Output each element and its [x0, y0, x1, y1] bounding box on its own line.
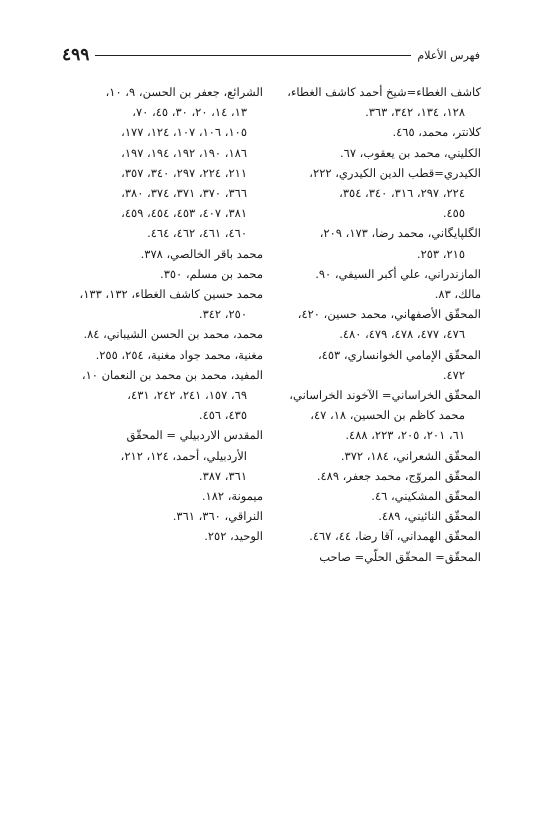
index-entry-heading: الكيدري=قطب الدين الكيدري، ٢٢٢، — [309, 165, 481, 180]
index-entry — [285, 486, 481, 506]
index-entry-continuation: الأردبيلي، أحمد، ١٢٤، ٢١٢، — [120, 448, 247, 463]
index-entry — [285, 82, 481, 122]
index-entry — [285, 163, 481, 224]
index-entry-heading: محمد بن مسلم، ٣٥٠. — [160, 266, 263, 281]
index-entry-continuation: ٦١، ٢٠١، ٢٠٥، ٢٢٣، ٤٨٨. — [345, 428, 465, 443]
index-entry-continuation: ٣٨١، ٤٠٧، ٤٥٣، ٤٥٤، ٤٥٩، — [121, 206, 247, 221]
index-entry — [285, 345, 481, 385]
index-entry-continuation: ٢١٥، ٢٥٣. — [416, 246, 465, 261]
index-entry-continuation: محمد كاظم بن الحسين، ١٨، ٤٧، — [310, 408, 465, 423]
index-entry — [285, 547, 481, 567]
index-entry-heading: ميمونة، ١٨٢. — [201, 489, 263, 504]
index-entry-heading: المحقّق= المحقّق الحلّي= صاحب — [319, 549, 481, 564]
index-entry — [285, 466, 481, 486]
index-entry-heading: المحقّق الإمامي الخوانساري، ٤٥٣، — [317, 347, 481, 362]
index-entry-continuation: ٣٦١، ٣٨٧. — [198, 468, 247, 483]
index-entry — [285, 122, 481, 142]
index-entry-continuation: ٤٥٥. — [442, 206, 465, 221]
index-entry-heading: المحقّق الخراساني= الآخوند الخراساني، — [289, 388, 481, 403]
index-entry-heading: المحقّق الشعراني، ١٨٤، ٣٧٢. — [340, 448, 481, 463]
index-entry-continuation: ٢٢٤، ٢٩٧، ٣١٦، ٣٤٠، ٣٥٤، — [339, 186, 465, 201]
index-entry — [65, 244, 263, 264]
index-entry-heading: محمد، محمد بن الحسن الشيباني، ٨٤. — [83, 327, 263, 342]
header-rule — [95, 55, 411, 56]
index-entry — [65, 82, 263, 244]
index-entry-heading: المحقّق النائيني، ٤٨٩. — [378, 509, 481, 524]
index-entry-heading: محمد حسين كاشف الغطاء، ١٣٢، ١٣٣، — [79, 287, 263, 302]
index-entry — [285, 385, 481, 446]
index-entry — [65, 365, 263, 426]
index-entry — [65, 425, 263, 486]
index-entry-heading: المحقّق الأصفهاني، محمد حسين، ٤٢٠، — [297, 307, 481, 322]
index-entry-heading: المفيد، محمد بن محمد بن النعمان ١٠، — [81, 367, 263, 382]
index-entry — [65, 264, 263, 284]
index-entry-heading: الوحيد، ٢٥٢. — [204, 529, 263, 544]
index-entry — [285, 446, 481, 466]
index-entry — [285, 264, 481, 284]
index-entry-heading: الشرائع، جعفر بن الحسن، ٩، ١٠، — [105, 85, 263, 99]
index-entry-continuation: ٦٩، ١٥٧، ٢٤١، ٢٤٢، ٤٣١، — [127, 388, 247, 403]
index-entry — [285, 526, 481, 546]
page-number: ٤٩٩ — [62, 45, 90, 65]
index-entry-heading: المقدس الاردبيلي = المحقّق — [126, 428, 263, 443]
index-entry — [65, 526, 263, 546]
index-entry-heading: المحقّق المروّج، محمد جعفر، ٤٨٩. — [316, 468, 481, 483]
index-entry-heading: الكليني، محمد بن يعقوب، ٦٧. — [340, 145, 481, 160]
index-entry-continuation: ٢٥٠، ٣٤٢. — [198, 307, 247, 322]
index-entry-heading: النراقي، ٣٦٠، ٣٦١. — [172, 509, 263, 524]
index-column-right — [285, 82, 481, 567]
index-entry-heading: كاشف الغطاء=شيخ أحمد كاشف الغطاء، — [287, 85, 481, 99]
index-entry-heading: مغنية، محمد جواد مغنية، ٢٥٤، ٢٥٥. — [95, 347, 263, 362]
index-entry-continuation: ٤٦٠، ٤٦١، ٤٦٢، ٤٦٤. — [147, 226, 247, 241]
index-entry — [285, 143, 481, 163]
index-entry-heading: المحقّق الهمداني، آقا رضا، ٤٤، ٤٦٧. — [309, 529, 481, 544]
running-title: فهرس الأعلام — [417, 48, 480, 62]
index-entry — [65, 345, 263, 365]
index-entry — [285, 223, 481, 263]
index-entry-heading: محمد باقر الخالصي، ٣٧٨. — [140, 246, 263, 261]
index-entry — [65, 324, 263, 344]
index-entry-continuation: ١٠٥، ١٠٦، ١٠٧، ١٢٤، ١٧٧، — [121, 125, 247, 140]
index-entry — [65, 284, 263, 324]
index-entry-heading: الگلپايگاني، محمد رضا، ١٧٣، ٢٠٩، — [319, 226, 481, 241]
index-entry-heading: المازندراني، علي أكبر السيفي، ٩٠. — [315, 266, 481, 281]
index-entry — [65, 486, 263, 506]
index-entry-continuation: ١٨٦، ١٩٠، ١٩٢، ١٩٤، ١٩٧، — [121, 145, 247, 160]
index-entry-heading: مالك، ٨٣. — [434, 287, 481, 302]
index-entry-continuation: ٢١١، ٢٢٤، ٢٩٧، ٣٤٠، ٣٥٧، — [121, 165, 247, 180]
index-entry-continuation: ٤٧٢. — [442, 367, 465, 382]
index-entry-continuation: ٣٦٦، ٣٧٠، ٣٧١، ٣٧٤، ٣٨٠، — [121, 186, 247, 201]
index-entry — [285, 304, 481, 344]
index-entry-heading: كلانتر، محمد، ٤٦٥. — [392, 125, 481, 140]
index-entry-continuation: ١٣، ١٤، ٢٠، ٣٠، ٤٥، ٧٠، — [132, 105, 247, 120]
index-entry — [285, 284, 481, 304]
page-header — [62, 42, 480, 68]
index-entry-continuation: ١٢٨، ١٣٤، ٣٤٢، ٣٦٣. — [365, 105, 465, 120]
index-entry-heading: المحقّق المشكيني، ٤٦. — [371, 489, 481, 504]
index-entry-continuation: ٤٧٦، ٤٧٧، ٤٧٨، ٤٧٩، ٤٨٠. — [339, 327, 465, 342]
index-entry-continuation: ٤٣٥، ٤٥٦. — [198, 408, 247, 423]
index-entry — [65, 506, 263, 526]
index-entry — [285, 506, 481, 526]
index-column-left — [65, 82, 263, 547]
